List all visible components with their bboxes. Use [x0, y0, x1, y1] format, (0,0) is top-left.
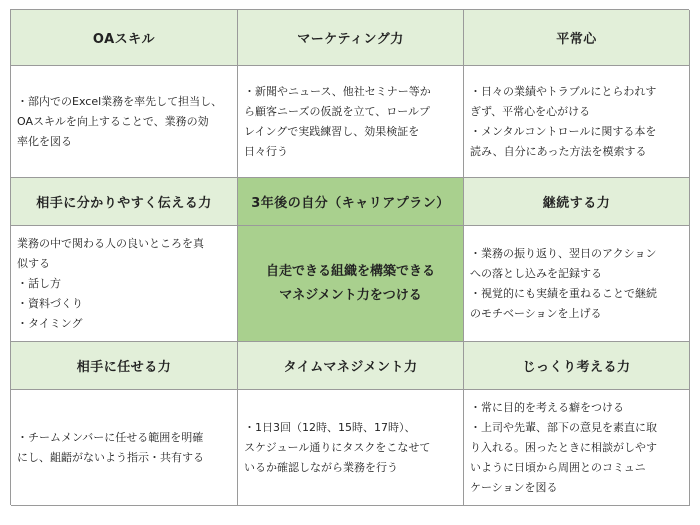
deep-thinking-line: ・上司や先輩、部下の意見を素直に取 — [470, 420, 657, 434]
marketing-line: ら顧客ニーズの仮説を立て、ロールプ — [244, 104, 431, 118]
composure-line: 読み、自分にあった方法を模索する — [470, 144, 647, 158]
marketing-line: 日々行う — [244, 144, 288, 158]
oa-skill-header: OAスキル — [11, 10, 238, 66]
marketing-body — [238, 66, 464, 178]
time-management-line: スケジュール通りにタスクをこなせて — [244, 440, 431, 454]
mandala-chart — [10, 9, 689, 505]
communicate-line: ・資料づくり — [17, 296, 83, 310]
time-management-header: タイムマネジメント力 — [238, 342, 464, 390]
communicate-line: 似する — [17, 256, 50, 270]
oa-skill-line: 率化を図る — [17, 134, 72, 148]
career-plan-header: 3年後の自分（キャリアプラン） — [238, 178, 464, 226]
persistence-line: ・業務の振り返り、翌日のアクション — [470, 246, 657, 260]
career-plan-body — [238, 226, 464, 342]
composure-line: ぎず、平常心を心がける — [470, 104, 591, 118]
persistence-line: への落とし込みを記録する — [470, 266, 602, 280]
composure-body — [464, 66, 690, 178]
career-plan-line: 自走できる組織を構築できる — [265, 263, 435, 279]
oa-skill-line: ・部内でのExcel業務を率先して担当し、 — [17, 94, 223, 108]
delegate-line: にし、齟齬がないよう指示・共有する — [17, 450, 204, 464]
deep-thinking-body — [464, 390, 690, 506]
persistence-header: 継続する力 — [464, 178, 690, 226]
deep-thinking-header: じっくり考える力 — [464, 342, 690, 390]
communicate-line: ・タイミング — [17, 316, 83, 330]
delegate-header: 相手に任せる力 — [11, 342, 238, 390]
marketing-header: マーケティング力 — [238, 10, 464, 66]
persistence-body — [464, 226, 690, 342]
deep-thinking-line: ・常に目的を考える癖をつける — [470, 400, 624, 414]
time-management-body — [238, 390, 464, 506]
deep-thinking-line: ケーションを図る — [470, 480, 558, 494]
marketing-line: ・新聞やニュース、他社セミナー等か — [244, 84, 431, 98]
deep-thinking-line: り入れる。困ったときに相談がしやす — [470, 440, 657, 454]
delegate-body — [11, 390, 238, 506]
career-plan-line: マネジメント力をつける — [279, 287, 422, 303]
oa-skill-body — [11, 66, 238, 178]
marketing-line: レイングで実践練習し、効果検証を — [244, 124, 420, 138]
time-management-line: いるか確認しながら業務を行う — [244, 460, 398, 474]
composure-header: 平常心 — [464, 10, 690, 66]
communicate-header: 相手に分かりやすく伝える力 — [11, 178, 238, 226]
communicate-body — [11, 226, 238, 342]
time-management-line: ・1日3回（12時、15時、17時）、 — [244, 420, 416, 434]
composure-line: ・メンタルコントロールに関する本を — [470, 124, 657, 138]
communicate-line: ・話し方 — [17, 276, 61, 290]
composure-line: ・日々の業績やトラブルにとらわれす — [470, 84, 657, 98]
delegate-line: ・チームメンバーに任せる範囲を明確 — [17, 430, 204, 444]
oa-skill-line: OAスキルを向上することで、業務の効 — [17, 114, 209, 128]
persistence-line: のモチベーションを上げる — [470, 306, 602, 320]
deep-thinking-line: いように日頃から周囲とのコミュニ — [470, 460, 646, 474]
persistence-line: ・視覚的にも実績を重ねることで継続 — [470, 286, 657, 300]
communicate-line: 業務の中で関わる人の良いところを真 — [17, 236, 204, 250]
